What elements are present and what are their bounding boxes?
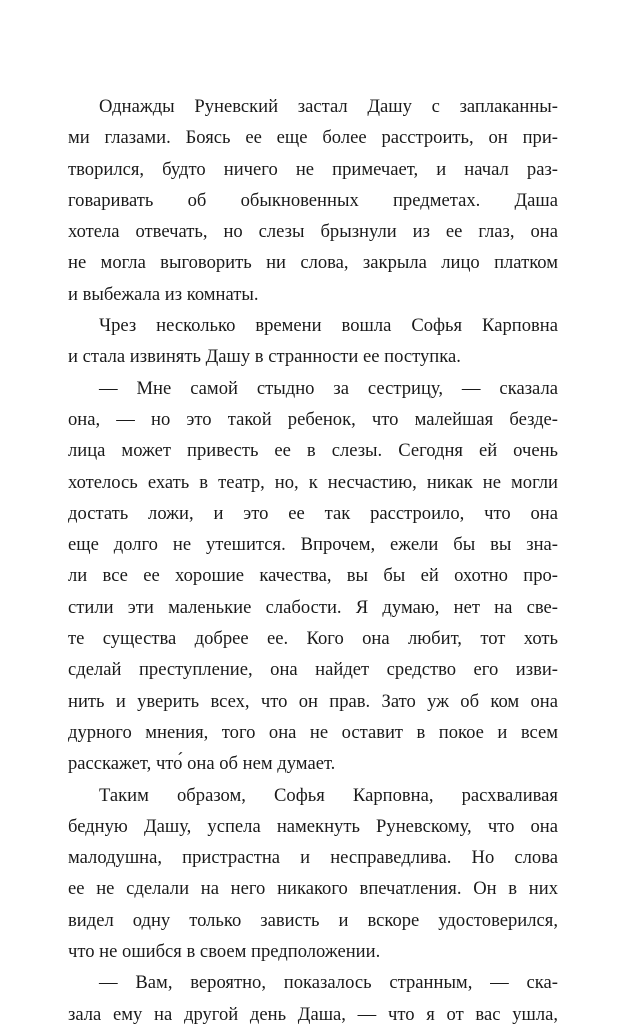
- text-line: и стала извинять Дашу в странности ее поступка.: [68, 346, 461, 368]
- text-line: творился, будто ничего не примечает, и начал раз-: [68, 158, 558, 180]
- text-line: малодушна, пристрастна и несправедлива. Но слова: [68, 847, 558, 869]
- text-line: нить и уверить всех, что он прав. Зато уж об ком она: [68, 690, 558, 712]
- text-line: хотела отвечать, но слезы брызнули из ее глаз, она: [68, 221, 558, 243]
- text-line: сделай преступление, она найдет средство его изви-: [68, 659, 558, 681]
- paragraph-first-line: Чрез несколько времени вошла Софья Карповна: [99, 315, 558, 337]
- text-line: те существа добрее ее. Кого она любит, тот хоть: [68, 628, 558, 650]
- paragraph-first-line: — Мне самой стыдно за сестрицу, — сказала: [99, 377, 558, 399]
- text-line: видел одну только зависть и вскоре удостоверился,: [68, 909, 558, 931]
- book-page-text: [68, 91, 558, 1030]
- text-line: бедную Дашу, успела намекнуть Руневскому, что она: [68, 815, 558, 837]
- text-line: она, — но это такой ребенок, что малейшая безде-: [68, 408, 558, 430]
- paragraph-first-line: Однажды Руневский застал Дашу с заплаканны-: [99, 96, 558, 117]
- text-line: достать ложи, и это ее так расстроило, что она: [68, 502, 558, 524]
- text-line: что не ошибся в своем предположении.: [68, 941, 381, 963]
- text-line: зала ему на другой день Даша, — что я от вас ушла,: [68, 1003, 558, 1025]
- text-line: расскажет, что́ она об нем думает.: [68, 753, 336, 775]
- text-line: дурного мнения, того она не оставит в покое и всем: [68, 721, 558, 743]
- paragraph-first-line: — Вам, вероятно, показалось странным, — ска-: [99, 972, 558, 994]
- text-line: еще долго не утешится. Впрочем, ежели бы вы зна-: [68, 534, 558, 556]
- text-line: и выбежала из комнаты.: [68, 283, 259, 305]
- paragraph-first-line: Таким образом, Софья Карповна, расхваливая: [99, 784, 558, 806]
- text-line: хотелось ехать в театр, но, к несчастию, никак не могли: [68, 471, 558, 493]
- text-line: ли все ее хорошие качества, вы бы ей охотно про-: [68, 565, 558, 587]
- text-line: ми глазами. Боясь ее еще более расстроить, он при-: [68, 127, 558, 149]
- text-line: стили эти маленькие слабости. Я думаю, нет на све-: [68, 596, 558, 618]
- text-line: говаривать об обыкновенных предметах. Даша: [68, 189, 558, 211]
- text-line: не могла выговорить ни слова, закрыла лицо платком: [68, 252, 558, 274]
- text-line: лица может привесть ее в слезы. Сегодня ей очень: [68, 440, 558, 462]
- text-line: ее не сделали на него никакого впечатления. Он в них: [68, 878, 558, 900]
